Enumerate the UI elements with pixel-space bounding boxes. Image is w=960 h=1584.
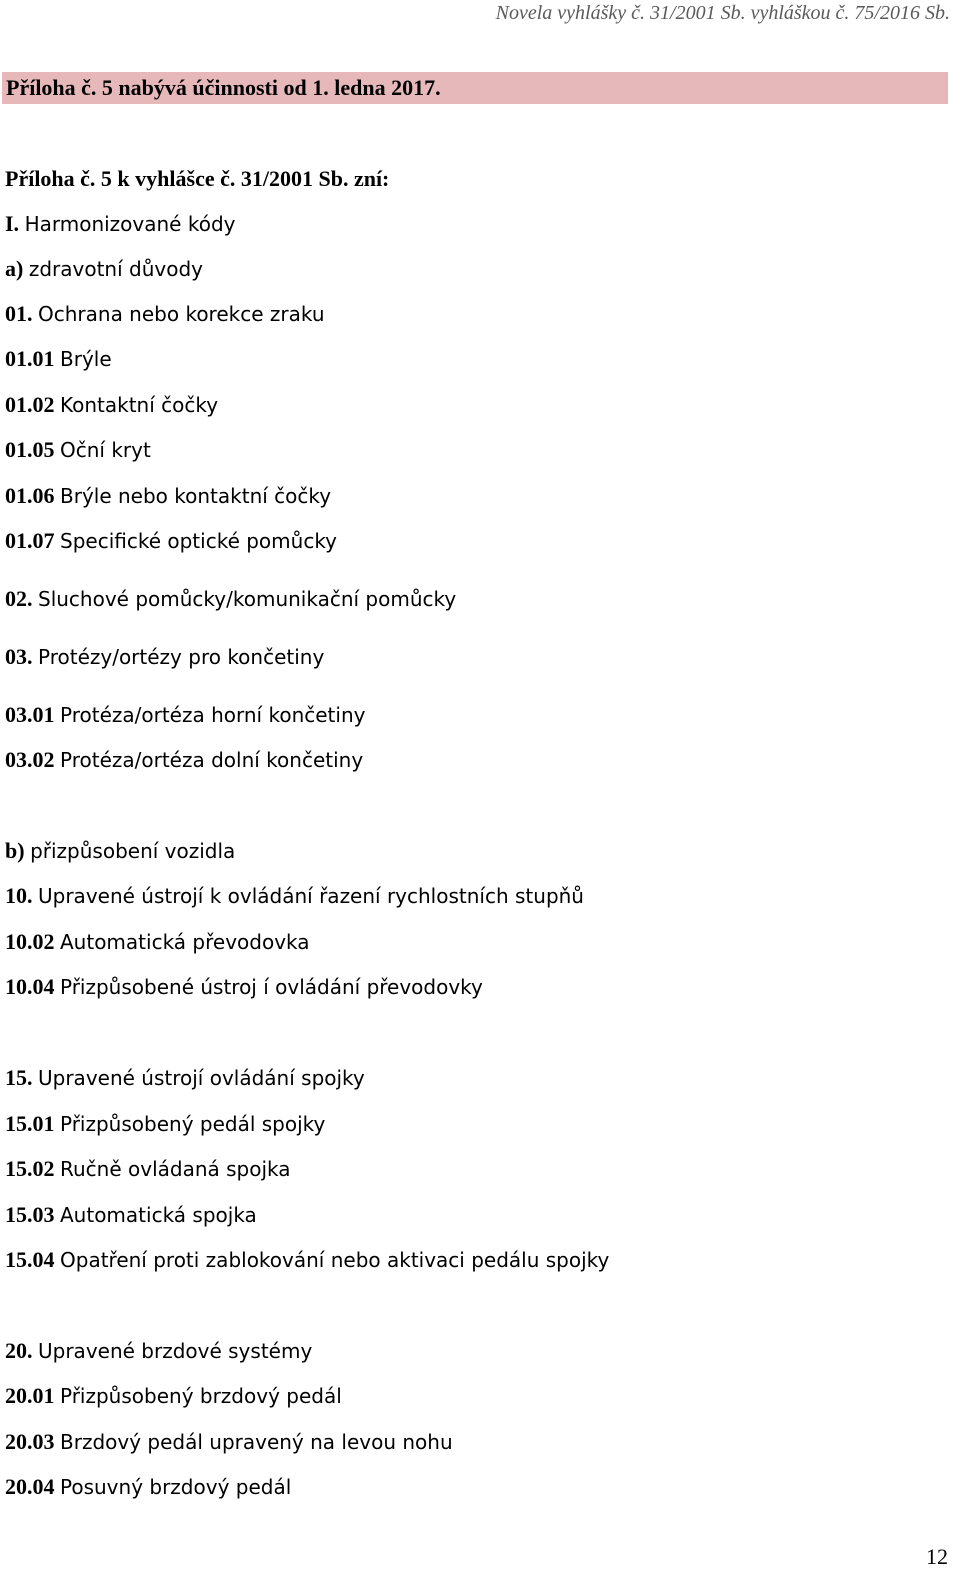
- list-item: [5, 1064, 365, 1092]
- item-code: 01.05: [5, 437, 55, 462]
- subsection-heading-a: [5, 255, 203, 283]
- list-item: [5, 746, 363, 774]
- item-label: Automatická spojka: [60, 1203, 257, 1227]
- item-code: 15.01: [5, 1111, 55, 1136]
- item-code: 01.06: [5, 483, 55, 508]
- item-code: 15.03: [5, 1202, 55, 1227]
- page-number: 12: [926, 1544, 948, 1569]
- section-label: Harmonizované kódy: [24, 212, 236, 236]
- item-code: 15.: [5, 1065, 33, 1090]
- item-code: 01.02: [5, 392, 55, 417]
- list-item: [5, 391, 218, 419]
- list-item: [5, 701, 365, 729]
- list-item: [5, 436, 151, 464]
- item-label: Specifické optické pomůcky: [60, 529, 338, 553]
- item-label: Brýle: [60, 347, 112, 371]
- list-item: [5, 1428, 453, 1456]
- list-item: [5, 1473, 291, 1501]
- list-item: [5, 527, 337, 555]
- item-label: Automatická převodovka: [60, 930, 310, 954]
- list-item: [5, 1382, 342, 1410]
- item-label: Posuvný brzdový pedál: [60, 1475, 292, 1499]
- item-code: 15.04: [5, 1247, 55, 1272]
- item-code: 20.04: [5, 1474, 55, 1499]
- annex-title: Příloha č. 5 k vyhlášce č. 31/2001 Sb. zní:: [5, 166, 390, 191]
- effective-date-banner: Příloha č. 5 nabývá účinnosti od 1. ledna 2017.: [2, 72, 948, 104]
- list-item: [5, 300, 325, 328]
- subsection-label: přizpůsobení vozidla: [30, 839, 236, 863]
- item-label: Upravené ústrojí k ovládání řazení rychlostních stupňů: [38, 884, 584, 908]
- section-code: I.: [5, 211, 20, 236]
- item-label: Protéza/ortéza dolní končetiny: [60, 748, 364, 772]
- item-code: 20.: [5, 1338, 33, 1363]
- list-item: [5, 482, 331, 510]
- running-header: Novela vyhlášky č. 31/2001 Sb. vyhláškou č. 75/2016 Sb.: [495, 2, 950, 24]
- item-code: 03.01: [5, 702, 55, 727]
- item-code: 01.: [5, 301, 33, 326]
- item-label: Brzdový pedál upravený na levou nohu: [60, 1430, 453, 1454]
- item-label: Přizpůsobený pedál spojky: [60, 1112, 326, 1136]
- list-item: [5, 1337, 312, 1365]
- subsection-code: b): [5, 838, 25, 863]
- list-item: [5, 585, 456, 613]
- list-item: [5, 345, 112, 373]
- subsection-label: zdravotní důvody: [28, 257, 203, 281]
- item-label: Oční kryt: [60, 438, 151, 462]
- item-code: 01.01: [5, 346, 55, 371]
- list-item: [5, 1201, 257, 1229]
- list-item: [5, 1155, 291, 1183]
- item-code: 10.04: [5, 974, 55, 999]
- item-label: Upravené brzdové systémy: [38, 1339, 313, 1363]
- list-item: [5, 882, 584, 910]
- item-label: Přizpůsobený brzdový pedál: [60, 1384, 342, 1408]
- list-item: [5, 928, 310, 956]
- list-item: [5, 973, 483, 1001]
- list-item: [5, 1246, 609, 1274]
- subsection-code: a): [5, 256, 24, 281]
- item-label: Ochrana nebo korekce zraku: [38, 302, 325, 326]
- item-label: Brýle nebo kontaktní čočky: [60, 484, 332, 508]
- item-label: Upravené ústrojí ovládání spojky: [38, 1066, 365, 1090]
- list-item: [5, 643, 324, 671]
- item-code: 03.02: [5, 747, 55, 772]
- list-item: [5, 1110, 325, 1138]
- section-heading: [5, 210, 235, 238]
- item-code: 02.: [5, 586, 33, 611]
- item-label: Kontaktní čočky: [60, 393, 219, 417]
- item-code: 15.02: [5, 1156, 55, 1181]
- item-label: Ručně ovládaná spojka: [60, 1157, 291, 1181]
- item-code: 03.: [5, 644, 33, 669]
- item-code: 10.02: [5, 929, 55, 954]
- item-label: Sluchové pomůcky/komunikační pomůcky: [38, 587, 457, 611]
- item-code: 20.03: [5, 1429, 55, 1454]
- item-code: 10.: [5, 883, 33, 908]
- item-code: 01.07: [5, 528, 55, 553]
- item-label: Protézy/ortézy pro končetiny: [38, 645, 325, 669]
- item-label: Opatření proti zablokování nebo aktivaci pedálu spojky: [60, 1248, 610, 1272]
- item-code: 20.01: [5, 1383, 55, 1408]
- item-label: Přizpůsobené ústroj í ovládání převodovky: [60, 975, 483, 999]
- subsection-heading-b: [5, 837, 235, 865]
- item-label: Protéza/ortéza horní končetiny: [60, 703, 366, 727]
